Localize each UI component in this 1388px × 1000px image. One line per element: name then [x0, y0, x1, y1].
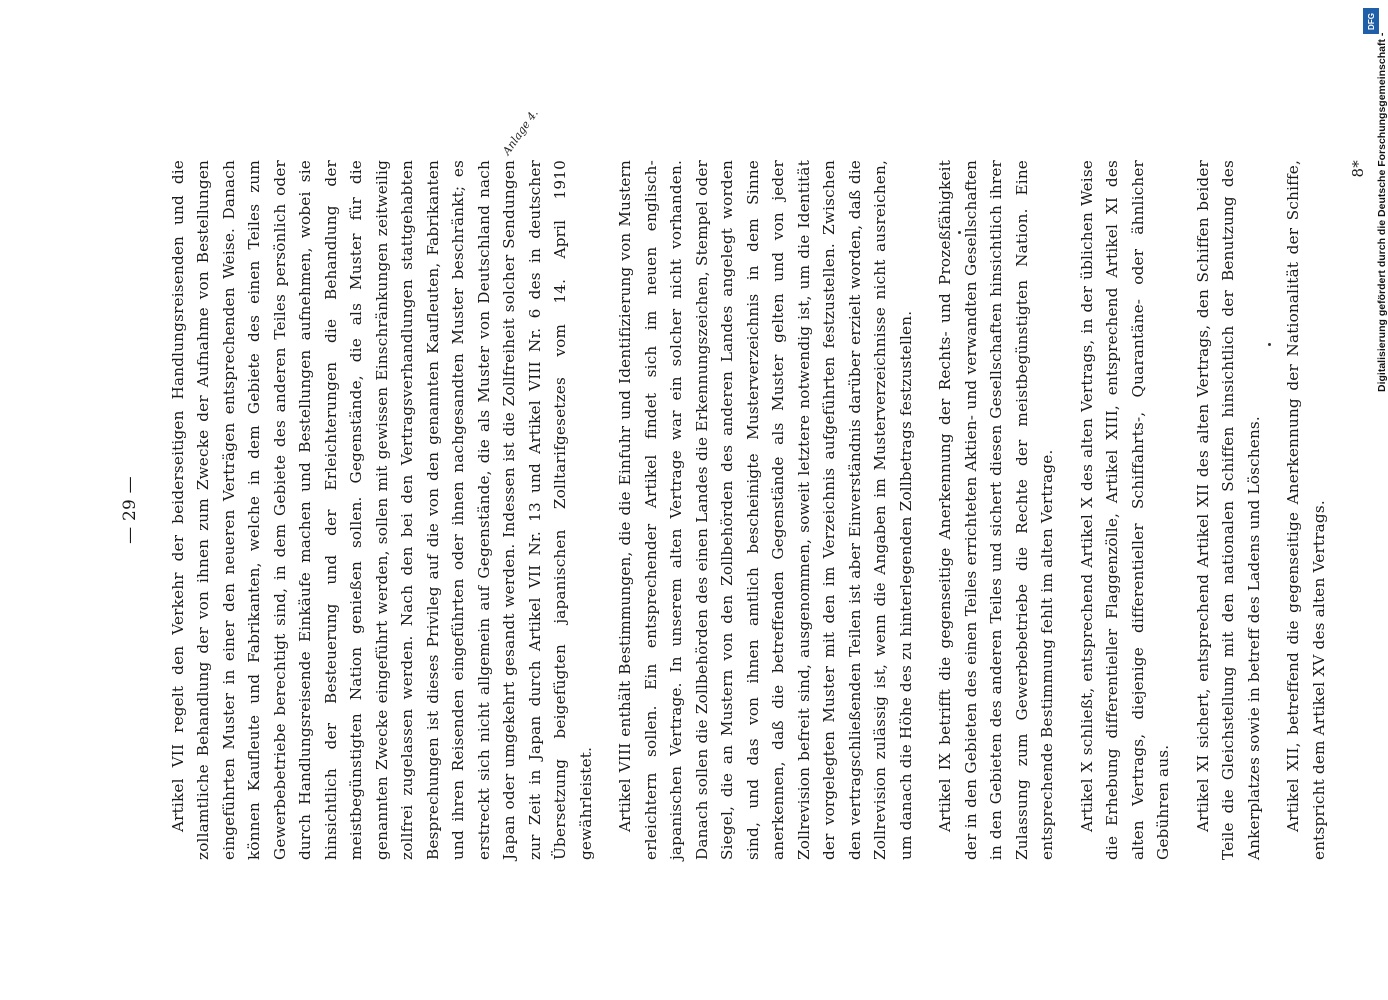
paragraph-artikel-xii: Artikel XII, betreffend die gegenseitige Anerkennung der Nationalität der Schiffe, entspricht dem Artikel XV des alten Vertrags. — [1284, 160, 1328, 860]
margin-note: Anlage 4. — [500, 106, 541, 158]
paragraph-artikel-vii: Artikel VII regelt den Verkehr der beiderseitigen Handlungsreisenden und die zollamtliche Behandlung der von ihnen zum Zwecke der Aufnahme von Bestellungen eingeführten Muster in einer den neueren Verträgen entsprechenden Weise. Danach können Kaufleute und Fabrikanten, welche in dem Gebiete des einen Teiles zum Gewerbebetriebe berechtigt sind, in dem Gebiete des anderen Teiles persönlich oder durch Handlungsreisende Einkäufe machen und Bestellungen aufnehmen, wobei sie hinsichtlich der Besteuerung und der Erleichterungen die Behandlung der meistbegünstigten Nation genießen sollen. Gegenstände, die als Muster für die genannten Zwecke eingeführt werden, sollen mit gewissen Einschränkungen zeitweilig zollfrei zugelassen werden. Nach den bei den Vertragsverhandlungen stattgehabten Besprechungen ist dieses Privileg auf die von den genannten Kaufleuten, Fabrikanten und ihren Reisenden eingeführten oder ihnen nachgesandten Muster beschränkt; es erstreckt sich nicht allgemein auf Gegenstände, die als Muster von Deutschland nach Japan oder umgekehrt gesandt werden. Indessen ist die Zollfreiheit solcher Sendungen zur Zeit in Japan durch Artikel VII Nr. 13 und Artikel VIII Nr. 6 des in deutscher Übersetzung beigefügten japanischen Zolltarifgesetzes vom 14. April 1910 gewährleistet. — [168, 160, 595, 860]
speck — [958, 231, 961, 234]
paragraph-artikel-viii: Artikel VIII enthält Bestimmungen, die die Einfuhr und Identifizierung von Mustern erleichtern sollen. Ein entsprechender Artikel findet sich im neuen englisch-japanischen Vertrage. In unserem alten Vertrage war ein solcher nicht vorhanden. Danach sollen die Zollbehörden des einen Landes die Erkennungszeichen, Stempel oder Siegel, die an Mustern von den Zollbehörden des anderen Landes angelegt worden sind, und das von ihnen amtlich bescheinigte Musterverzeichnis in dem Sinne anerkennen, daß die betreffenden Gegenstände als Muster gelten und von jeder Zollrevision befreit sind, ausgenommen, soweit letztere notwendig ist, um die Identität der vorgelegten Muster mit den im Verzeichnis aufgeführten festzustellen. Zwischen den vertragschließenden Teilen ist aber Einverständnis darüber erzielt worden, daß die Zollrevision zulässig ist, wenn die Angaben im Musterverzeichnisse nicht ausreichen, um danach die Höhe des zu hinterlegenden Zollbetrags festzustellen. — [616, 160, 915, 860]
paragraph-artikel-xi: Artikel XI sichert, entsprechend Artikel XII des alten Vertrags, den Schiffen beider Teile die Gleichstellung mit den nationalen Schiffen hinsichtlich der Benutzung des Ankerplatzes sowie in betreff des Ladens und Löschens. — [1193, 160, 1263, 860]
digitization-credit: Digitalisierung gefördert durch die Deutsche Forschungsgemeinschaft - — [1376, 32, 1388, 392]
rotated-page-body — [118, 160, 1367, 860]
paragraph-artikel-ix: Artikel IX betrifft die gegenseitige Anerkennung der Rechts- und Prozeßfähigkeit der in den Gebieten des einen Teiles errichteten Aktien- und verwandten Gesellschaften in den Gebieten des anderen Teiles und sichert diesen Gesellschaften hinsichtlich ihrer Zulassung zum Gewerbebetriebe die Rechte der meistbegünstigten Nation. Eine entsprechende Bestimmung fehlt im alten Vertrage. — [936, 160, 1056, 860]
signature-mark: 8* — [1349, 160, 1367, 178]
page-number: — 29 — — [120, 476, 140, 544]
paragraph-artikel-x: Artikel X schließt, entsprechend Artikel X des alten Vertrags, in der üblichen Weise die Erhebung differentieller Flaggenzölle, Artikel XIII, entsprechend Artikel XI des alten Vertrags, diejenige differentieller Schiffahrts-, Quarantäne- oder ähnlicher Gebühren aus. — [1077, 160, 1172, 860]
speck — [1268, 343, 1271, 346]
dfg-logo-text: DFG — [1366, 12, 1376, 30]
